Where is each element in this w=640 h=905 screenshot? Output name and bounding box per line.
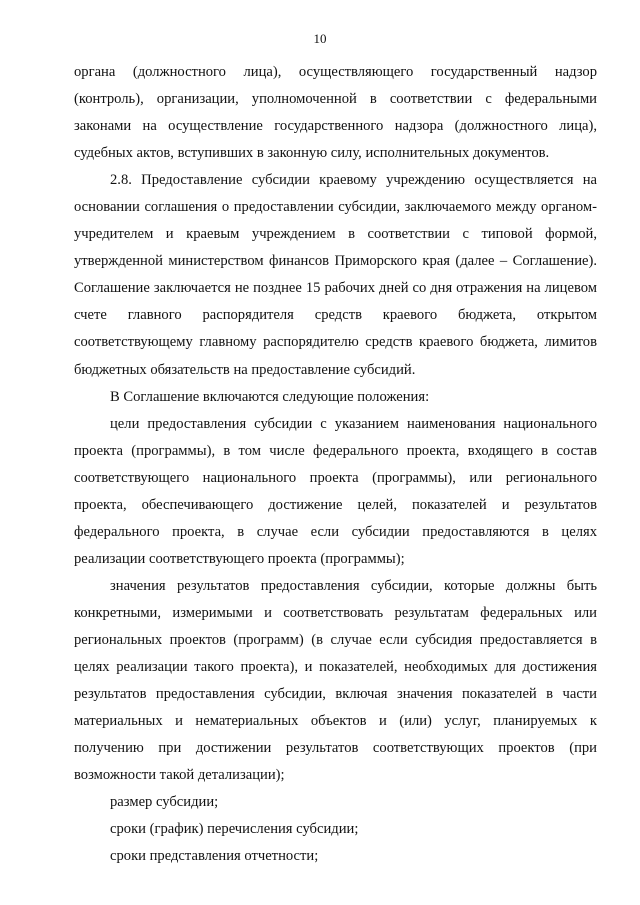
paragraph-subsidy-amount: размер субсидии; (110, 794, 219, 811)
document-body (74, 59, 597, 870)
paragraph-reporting-deadlines: сроки представления отчетности; (110, 848, 319, 865)
paragraph-clause-2-8: 2.8. Предоставление субсидии краевому учреждению осуществляется на основании соглашения о предоставлении субсидии, заключаемого между органом-учредителем и краевым учреждением в соответствии с типовой формой, утвержденной министерством финансов Приморского края (далее – Соглашение). Соглашение заключается не позднее 15 рабочих дней со дня отражения на лицевом счете главного распорядителя средств краевого бюджета, открытом соответствующему главному распорядителю средств краевого бюджета, лимитов бюджетных обязательств на предоставление субсидий. (74, 172, 597, 378)
paragraph-subsidy-goals: цели предоставления субсидии с указанием наименования национального проекта (программы), в том числе федерального проекта, входящего в состав соответствующего национального проекта (программы), или регионального проекта, обеспечивающего достижение целей, показателей и результатов федерального проекта, в случае если субсидии предоставляются в целях реализации соответствующего проекта (программы); (74, 415, 597, 567)
paragraph-continuation: органа (должностного лица), осуществляющего государственный надзор (контроль), организации, уполномоченной в соответствии с федеральными законами на осуществление государственного надзора (должностного лица), судебных актов, вступивших в законную силу, исполнительных документов. (74, 64, 597, 162)
paragraph-transfer-schedule: сроки (график) перечисления субсидии; (110, 821, 359, 838)
paragraph-agreement-provisions-intro: В Соглашение включаются следующие положения: (110, 388, 430, 405)
paragraph-result-values: значения результатов предоставления субсидии, которые должны быть конкретными, измеримыми и соответствовать результатам федеральных или региональных проектов (программ) (в случае если субсидия предоставляется в целях реализации такого проекта), и показателей, необходимых для достижения результатов предоставления субсидии, включая значения показателей в части материальных и нематериальных объектов и (или) услуг, планируемых к получению при достижении результатов соответствующих проектов (при возможности такой детализации); (74, 577, 597, 784)
page-number: 10 (313, 31, 327, 46)
